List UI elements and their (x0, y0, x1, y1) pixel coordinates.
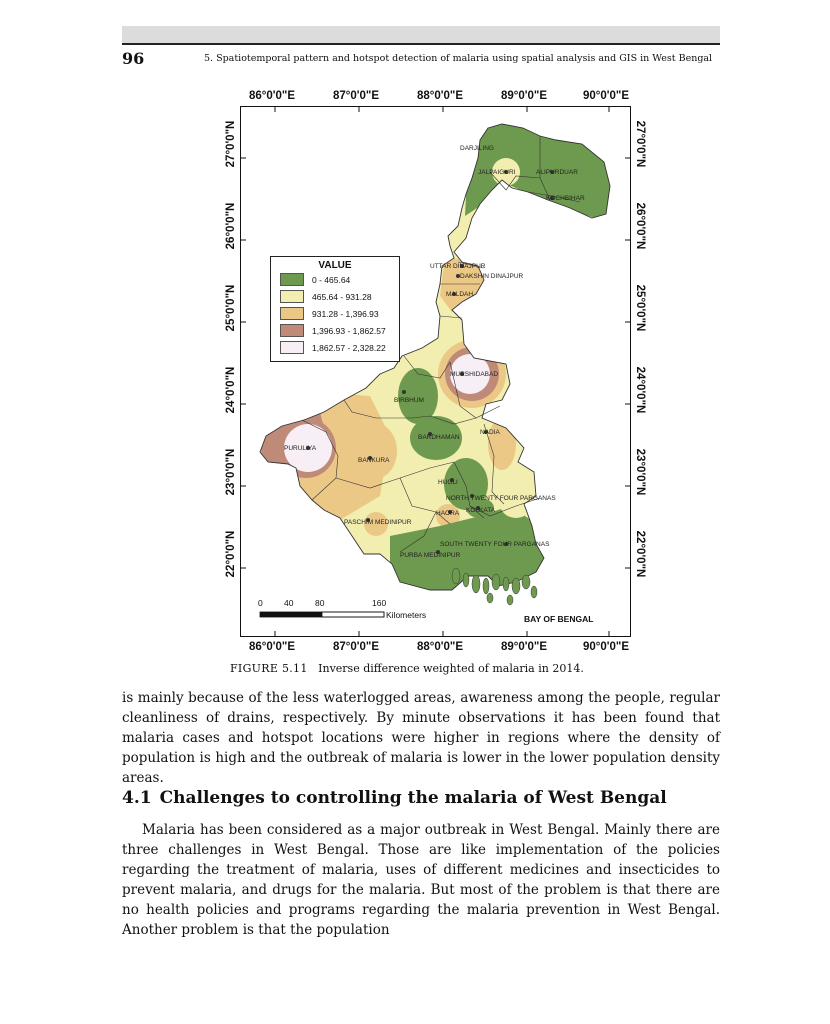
lon-label-top: 86°0'0"E (249, 90, 296, 102)
legend-swatch (280, 341, 304, 354)
district-label: KOLKATA (466, 507, 496, 514)
district-label: HUGLI (438, 479, 458, 486)
district-label: JALPAIGURI (478, 169, 516, 176)
district-label: MALDAH (446, 291, 474, 298)
district-label: PASCHIM MEDINIPUR (344, 519, 412, 526)
district-label: PURBA MEDINIPUR (400, 552, 461, 559)
west-bengal-map (240, 106, 631, 637)
figure-caption-text: Inverse difference weighted of malaria in 2014. (318, 662, 584, 675)
scale-tick-label: 40 (284, 598, 294, 608)
legend-swatch (280, 273, 304, 286)
section-number: 4.1 (122, 788, 152, 808)
section-title: Challenges to controlling the malaria of West Bengal (159, 788, 667, 808)
legend-swatch (280, 290, 304, 303)
section-heading (122, 788, 675, 808)
district-label: NADIA (480, 429, 500, 436)
header-bar (122, 26, 720, 43)
map-legend (270, 256, 400, 362)
legend-item (280, 288, 399, 305)
lat-label-left: 24°0'0"N (225, 366, 237, 414)
scale-unit: Kilometers (386, 610, 427, 620)
running-title: 5. Spatiotemporal pattern and hotspot detection of malaria using spatial analysis and GIS in West Bengal (204, 53, 713, 64)
lon-label-bottom: 86°0'0"E (249, 641, 296, 653)
lon-label-bottom: 87°0'0"E (333, 641, 380, 653)
district-label: DARJILING (460, 145, 494, 152)
figure-label: FIGURE 5.11 (230, 662, 308, 675)
body-paragraph: is mainly because of the less waterlogged areas, awareness among the people, regular cleanliness of drains, respectively. By minute observations it has been found that malaria cases and hotspot locations were higher in regions where the density of population is high and the outbreak of malaria is lower in the lower population density areas. (122, 690, 720, 786)
district-label: HAORA (436, 510, 460, 517)
header-rule (122, 43, 720, 45)
district-label: BANKURA (358, 457, 390, 464)
legend-item (280, 305, 399, 322)
lat-label-left: 27°0'0"N (225, 120, 237, 168)
district-label: BIRBHUM (394, 397, 424, 404)
district-label: SOUTH TWENTY FOUR PARGANAS (440, 541, 550, 548)
lon-label-bottom: 89°0'0"E (501, 641, 548, 653)
lat-label-right: 24°0'0"N (634, 366, 646, 414)
legend-label: 0 - 465.64 (312, 274, 351, 285)
district-label: UTTAR DINAJPUR (430, 263, 486, 270)
lat-label-right: 22°0'0"N (634, 530, 646, 578)
district-label: ALIPURDUAR (536, 169, 578, 176)
lon-label-top: 90°0'0"E (583, 90, 630, 102)
scale-tick-label: 160 (372, 598, 387, 608)
district-label: DAKSHIN DINAJPUR (460, 273, 524, 280)
legend-item (280, 271, 399, 288)
district-label: NORTH TWENTY FOUR PARGANAS (446, 495, 556, 502)
legend-swatch (280, 324, 304, 337)
legend-label: 931.28 - 1,396.93 (312, 308, 379, 319)
legend-item (280, 322, 399, 339)
lon-label-bottom: 90°0'0"E (583, 641, 630, 653)
district-label: PURULIYA (284, 445, 317, 452)
scale-tick-label: 0 (258, 598, 263, 608)
scale-tick-label: 80 (315, 598, 325, 608)
lat-label-right: 27°0'0"N (634, 120, 646, 168)
legend-item (280, 339, 399, 356)
lon-label-top: 87°0'0"E (333, 90, 380, 102)
legend-label: 465.64 - 931.28 (312, 291, 372, 302)
lon-label-bottom: 88°0'0"E (417, 641, 464, 653)
lon-label-top: 88°0'0"E (417, 90, 464, 102)
legend-swatch (280, 307, 304, 320)
sea-label: BAY OF BENGAL (524, 614, 594, 624)
district-label: BARDHAMAN (418, 434, 460, 441)
lat-label-right: 25°0'0"N (634, 284, 646, 332)
legend-title: VALUE (318, 260, 352, 271)
district-label: MURSHIDABAD (450, 371, 499, 378)
legend-label: 1,862.57 - 2,328.22 (312, 342, 386, 353)
lat-label-right: 23°0'0"N (634, 448, 646, 496)
lat-label-left: 25°0'0"N (225, 284, 237, 332)
lat-label-left: 22°0'0"N (225, 530, 237, 578)
scale-bar (260, 612, 384, 617)
figure-caption (230, 662, 584, 675)
district-label: KOCHBIHAR (546, 195, 585, 202)
lat-label-left: 23°0'0"N (225, 448, 237, 496)
body-paragraph: Malaria has been considered as a major outbreak in West Bengal. Mainly there are three challenges in West Bengal. Those are like implementation of the policies regarding the treatment of malaria, uses of different medicines and insecticides to prevent malaria, and drugs for the malaria. But most of the problem is that there are no health policies and programs regarding the malaria prevention in West Bengal. Another problem is that the population (122, 822, 720, 938)
lon-label-top: 89°0'0"E (501, 90, 548, 102)
lat-label-right: 26°0'0"N (634, 202, 646, 250)
page-number: 96 (122, 49, 145, 68)
legend-label: 1,396.93 - 1,862.57 (312, 325, 386, 336)
lat-label-left: 26°0'0"N (225, 202, 237, 250)
